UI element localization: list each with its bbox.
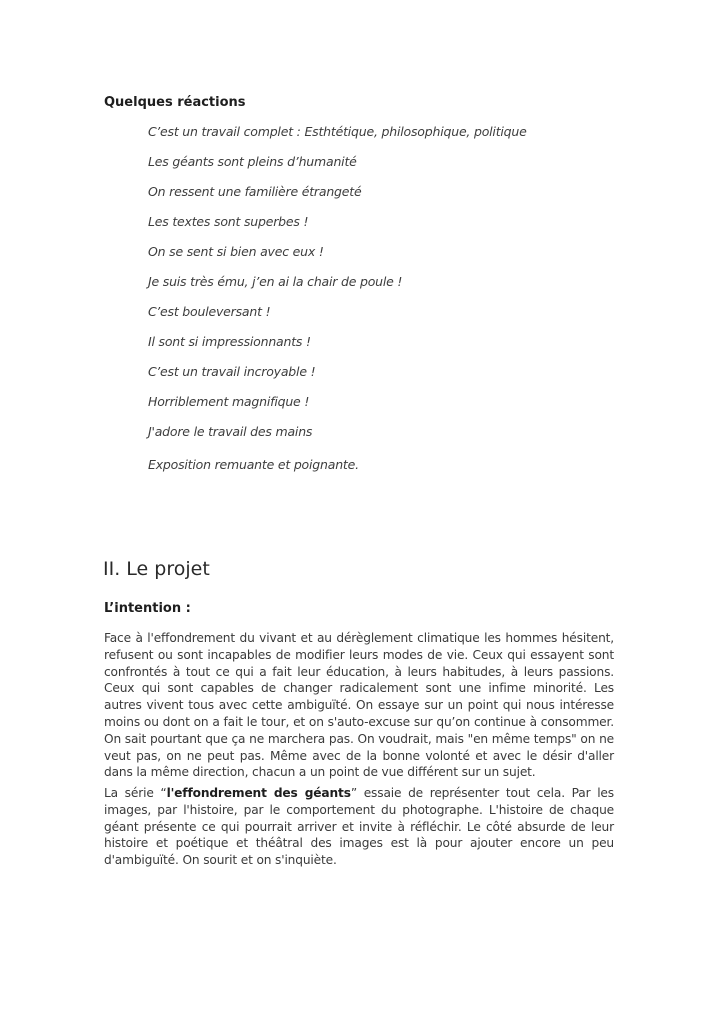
reaction-item: Horriblement magnifique ! [148,394,310,409]
reaction-item: C’est un travail complet : Esthtétique, philosophique, politique [148,124,527,139]
series-title: l'effondrement des géants [166,786,351,800]
intention-heading: L’intention : [104,601,191,616]
reaction-item: Les textes sont superbes ! [148,214,309,229]
reaction-item: C’est bouleversant ! [148,304,271,319]
reaction-item: Exposition remuante et poignante. [148,457,359,472]
reaction-item: On se sent si bien avec eux ! [148,244,324,259]
intention-paragraph-2 [104,785,614,869]
reaction-item: On ressent une familière étrangeté [148,184,362,199]
paragraph-2-suffix: ” essaie de représenter tout cela. Par les images, par l'histoire, par le comportement du photographe. L'histoire de chaque géant présente ce qui pourrait arriver et invite à réfléchir. Le côté absurde de leur histoire et poétique et théâtral des images est là pour ajouter encore un peu d'ambiguïté. On sourit et on s'inquiète. [104,786,614,868]
paragraph-2-prefix: La série “ [104,786,167,800]
reaction-item: Je suis très ému, j’en ai la chair de poule ! [148,274,403,289]
intention-paragraph-1: Face à l'effondrement du vivant et au dérèglement climatique les hommes hésitent, refusent ou sont incapables de modifier leurs modes de vie. Ceux qui essayent sont confrontés à tout ce qui a fait leur éducation, à leurs habitudes, à leurs passions. Ceux qui sont capables de changer radicalement sont une infime minorité. Les autres vivent tous avec cette ambiguïté. On essaye sur un point qui nous intéresse moins ou dont on a fait le tour, et on s'auto-excuse sur qu’on continue à consommer. On sait pourtant que ça ne marchera pas. On voudrait, mais "en même temps" on ne veut pas, on ne peut pas. Même avec de la bonne volonté et avec le désir d'aller dans la même direction, chacun a un point de vue différent sur un sujet. [104,631,614,780]
reactions-heading: Quelques réactions [104,95,246,110]
reaction-item: J'adore le travail des mains [148,424,313,439]
reaction-item: C’est un travail incroyable ! [148,364,316,379]
section-title: II. Le projet [103,558,210,580]
reaction-item: Les géants sont pleins d’humanité [148,154,357,169]
reaction-item: Il sont si impressionnants ! [148,334,311,349]
